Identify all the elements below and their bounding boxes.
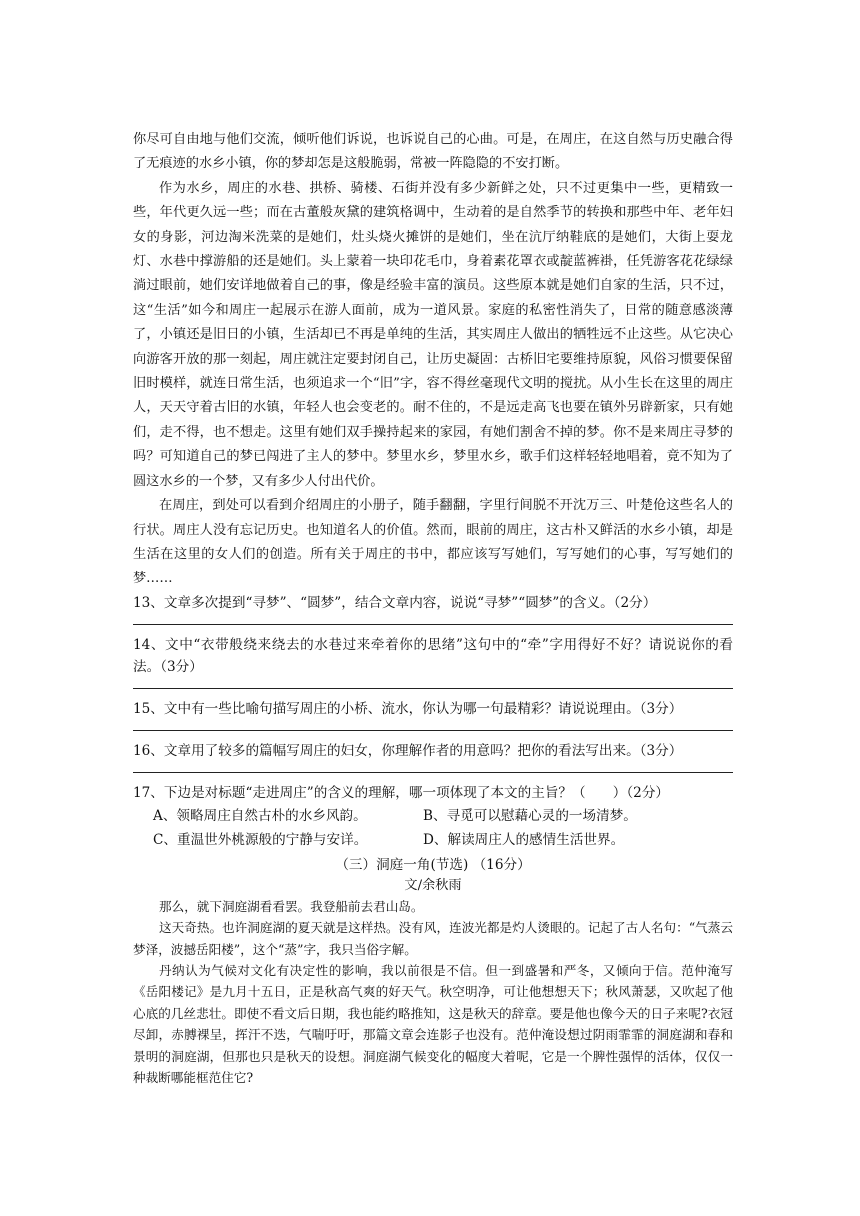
option-a[interactable]: A、领略周庄自然古朴的水乡风韵。 bbox=[153, 807, 367, 824]
option-c[interactable]: C、重温世外桃源般的宁静与安详。 bbox=[153, 831, 368, 848]
section-author: 文/余秋雨 bbox=[404, 877, 462, 893]
option-d[interactable]: D、解读周庄人的感情生活世界。 bbox=[423, 831, 625, 848]
passage-paragraph: 作为水乡，周庄的水巷、拱桥、骑楼、石街并没有多少新鲜之处，只不过更集中一些，更精致一些，年代更久远一些；而在古董般灰黛的建筑格调中，生动着的是自然季节的转换和那些中年、老年妇女的身影，河边淘米洗菜的是她们，灶头烧火摊饼的是她们，坐在沆厅纳鞋底的是她们，大街上耍龙灯、水巷中撑游船的还是她们。头上蒙着一块印花毛巾，身着素花罩衣或靛蓝裤褂，任凭游客花花绿绿淌过眼前，她们安详地做着自己的事，像是经验丰富的演员。这些原本就是她们自家的生活，只不过，这“生活”如今和周庄一起展示在游人面前，成为一道风景。家庭的私密性消失了，日常的随意感淡薄了，小镇还是旧日的小镇，生活却已不再是单纯的生活，其实周庄人做出的牺牲远不止这些。从它决心向游客开放的那一刻起，周庄就注定要封闭自己，让历史凝固：古桥旧宅要维持原貌，风俗习惯要保留旧时模样，就连日常生活，也须追求一个“旧”字，容不得丝毫现代文明的搅扰。从小生长在这里的周庄人，天天守着古旧的水镇，年轻人也会变老的。耐不住的，不是远走高飞也要在镇外另辟新家，只有她们，走不得，也不想走。这里有她们双手操持起来的家园，有她们割舍不掉的梦。你不是来周庄寻梦的吗？可知道自己的梦已闯进了主人的梦中。梦里水乡，梦里水乡，歌手们这样轻轻地唱着，竟不知为了圆这水乡的一个梦，又有多少人付出代价。 bbox=[133, 180, 733, 489]
section-paragraph: 丹纳认为气候对文化有决定性的影响，我以前很是不信。但一到盛暑和严冬，又倾向于信。范仲淹写《岳阳楼记》是九月十五日，正是秋高气爽的好天气。秋空明净，可让他想想天下；秋风萧瑟，又吹起了他心底的几丝悲壮。即使不看文后日期，我也能约略推知，这是秋天的辞章。要是他也像今天的日子来呢?衣冠尽卸，赤膊裸呈，挥汗不迭，气喘吁吁，那篇文章会连影子也没有。范仲淹设想过阴雨霏霏的洞庭湖和春和景明的洞庭湖，但那也只是秋天的设想。洞庭湖气候变化的幅度大着呢，它是一个脾性强悍的活体，仅仅一种裁断哪能框范住它? bbox=[133, 962, 733, 1085]
answer-line-15[interactable] bbox=[133, 730, 733, 731]
options-row bbox=[133, 804, 733, 828]
section-paragraph: 这天奇热。也许洞庭湖的夏天就是这样热。没有风，连波光都是灼人烫眼的。记起了古人名句：“气蒸云梦泽，波撼岳阳楼”，这个“蒸”字，我只当俗字解。 bbox=[133, 920, 733, 957]
option-b[interactable]: B、寻觅可以慰藉心灵的一场清梦。 bbox=[423, 807, 637, 824]
exam-page bbox=[133, 128, 733, 1088]
question-16: 16、文章用了较多的篇幅写周庄的妇女，你理解作者的用意吗？把你的看法写出来。（3分） bbox=[133, 742, 683, 759]
section-title: （三）洞庭一角(节选) （16分） bbox=[335, 856, 531, 873]
answer-line-13[interactable] bbox=[133, 624, 733, 625]
section-paragraph: 那么，就下洞庭湖看看罢。我登船前去君山岛。 bbox=[159, 898, 424, 914]
question-13: 13、文章多次提到“寻梦”、“圆梦”，结合文章内容，说说“寻梦”“圆梦”的含义。（2分） bbox=[133, 594, 657, 611]
question-15: 15、文中有一些比喻句描写周庄的小桥、流水，你认为哪一句最精彩？请说说理由。（3分） bbox=[133, 700, 683, 717]
answer-line-16[interactable] bbox=[133, 772, 733, 773]
passage-paragraph: 在周庄，到处可以看到介绍周庄的小册子，随手翻翻，字里行间脱不开沈万三、叶楚伧这些名人的行状。周庄人没有忘记历史。也知道名人的价值。然而，眼前的周庄，这古朴又鲜活的水乡小镇，却是生活在这里的女人们的创造。所有关于周庄的书中，都应该写写她们，写写她们的心事，写写她们的梦…… bbox=[133, 498, 733, 587]
passage-paragraph: 你尽可自由地与他们交流，倾听他们诉说，也诉说自己的心曲。可是，在周庄，在这自然与历史融合得了无痕迹的水乡小镇，你的梦却怎是这般脆弱，常被一阵隐隐的不安打断。 bbox=[133, 132, 733, 172]
answer-line-14[interactable] bbox=[133, 688, 733, 689]
question-17: 17、下边是对标题“走进周庄”的含义的理解，哪一项体现了本文的主旨？（ ）（2分） bbox=[133, 784, 670, 801]
question-14: 14、文中“衣带般绕来绕去的水巷过来牵着你的思绪”这句中的“牵”字用得好不好？请说说你的看法。（3分） bbox=[133, 636, 733, 675]
options-row bbox=[133, 828, 733, 852]
